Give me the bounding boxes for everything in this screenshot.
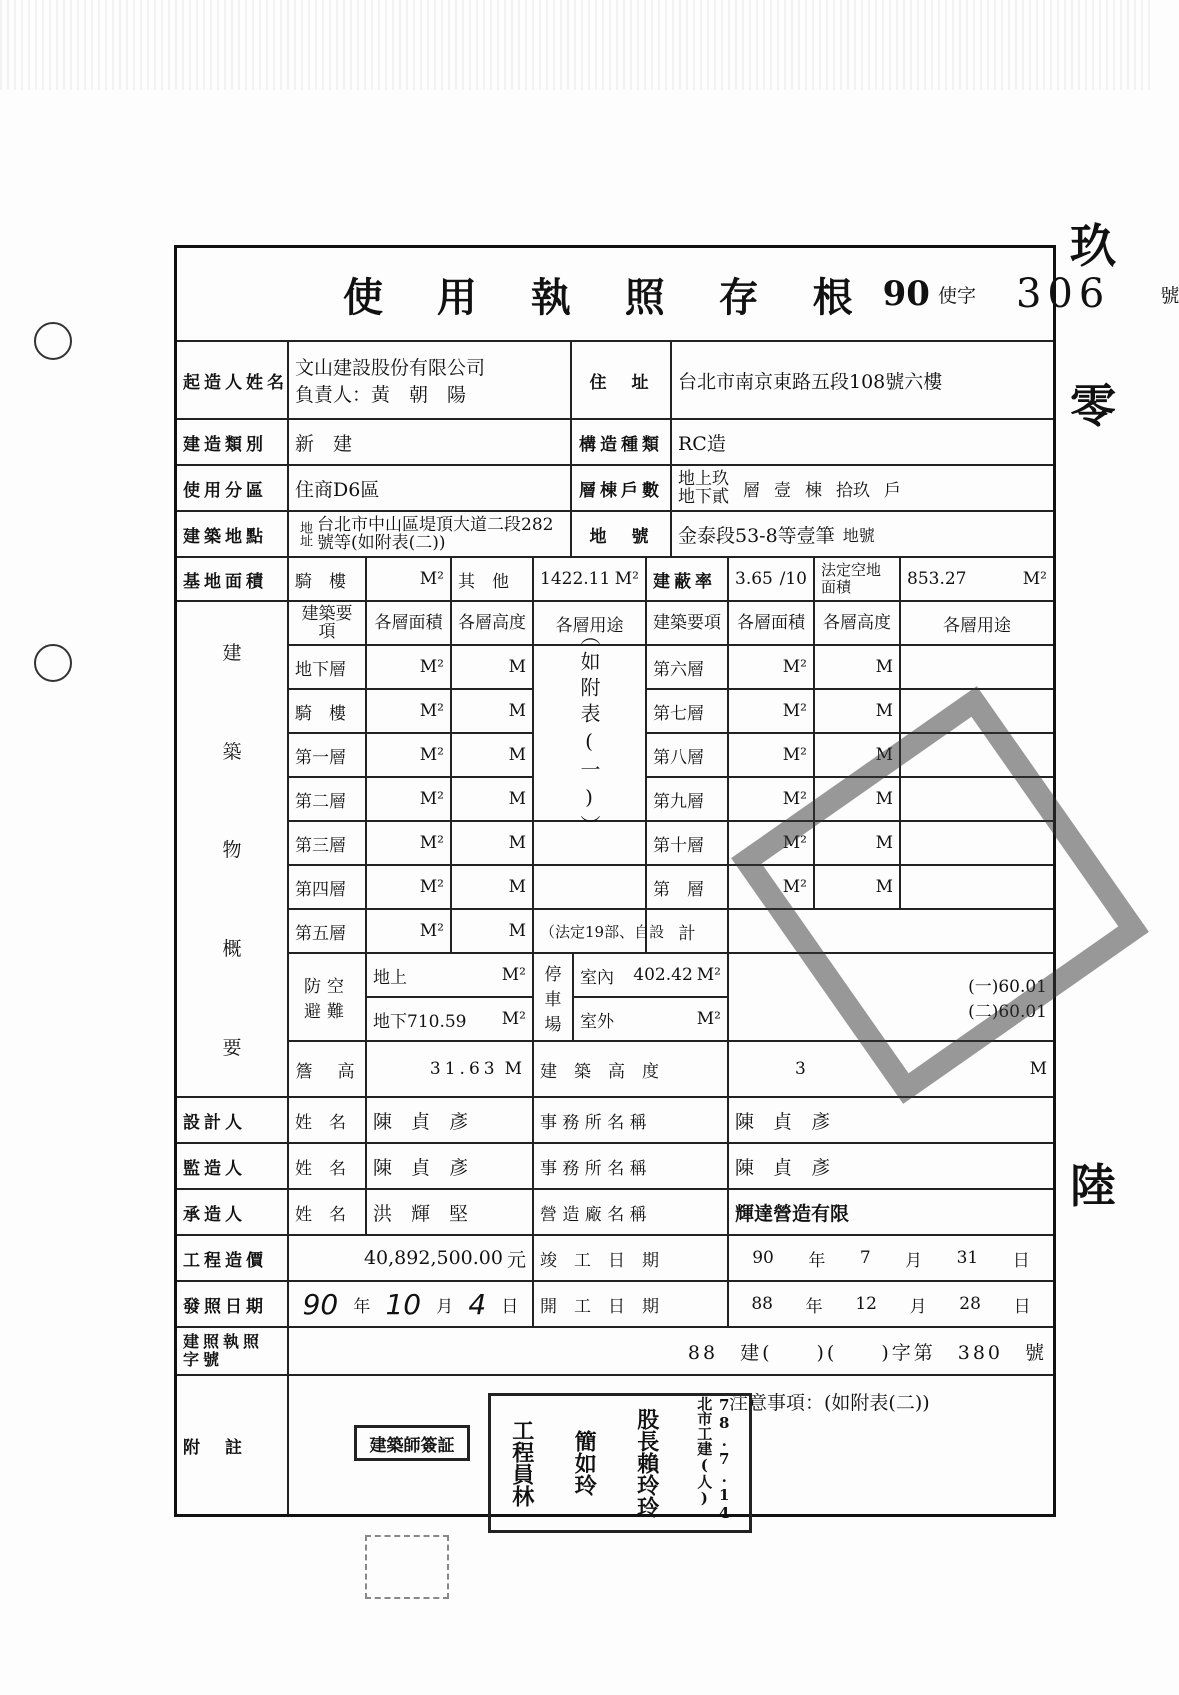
- h-area: 各層面積: [367, 602, 452, 646]
- build-type: 新 建: [289, 420, 572, 466]
- left-floor-label: 第四層: [289, 866, 367, 910]
- issue-year: 90: [302, 1287, 339, 1321]
- designer-label: 設計人: [177, 1098, 289, 1144]
- stamp-date: 78.7.14 北市工建(人): [695, 1396, 734, 1522]
- shelter-label: 防空避難: [289, 954, 367, 1042]
- site-sub: 地址: [297, 521, 312, 547]
- dong: 棟: [805, 480, 822, 501]
- dong-count: 壹: [774, 480, 791, 501]
- unit: M²: [696, 965, 721, 985]
- right-floor-height-unit: M: [815, 646, 901, 690]
- open-label: 法定空地面積: [815, 558, 901, 602]
- supervisor-label: 監造人: [177, 1144, 289, 1190]
- left-floor-use: [534, 866, 647, 910]
- right-floor-label: 第七層: [647, 690, 729, 734]
- permit-label: 建照執照字號: [177, 1328, 289, 1376]
- left-floor-label: 地下層: [289, 646, 367, 690]
- supervisor-name: 陳 貞 彥: [367, 1144, 534, 1190]
- h-height: 各層高度: [452, 602, 534, 646]
- open-area: 853.27: [907, 569, 967, 589]
- yue: 月: [909, 1296, 927, 1317]
- shelter-below: 地下710.59: [373, 1011, 467, 1032]
- left-floor-label: 騎 樓: [289, 690, 367, 734]
- cost-label: 工程造價: [177, 1236, 289, 1282]
- other-area: 1422.11: [540, 569, 611, 589]
- cost-cell: [289, 1236, 534, 1282]
- area-label: 基地面積: [177, 558, 289, 602]
- right-floor-label: 第十層: [647, 822, 729, 866]
- cover-ratio: 3.65: [735, 569, 773, 589]
- side-label: 物: [222, 839, 242, 862]
- eave-cell: [367, 1042, 534, 1098]
- stamp-engineer: 工程員林: [508, 1419, 535, 1507]
- left-floor-height-unit: M: [452, 778, 534, 822]
- left-floor-area-unit: M²: [367, 822, 452, 866]
- zi: 使字: [937, 284, 976, 307]
- right-floor-area-unit: M²: [729, 778, 815, 822]
- other-label: 其 他: [452, 558, 534, 602]
- left-floor-height-unit: M: [452, 734, 534, 778]
- arcade-unit: M²: [367, 558, 452, 602]
- left-floor-area-unit: M²: [367, 778, 452, 822]
- architect-stamp: 建築師簽証: [354, 1425, 470, 1461]
- site-address: 台北市中山區堤頂大道二段282號等(如附表(二)): [317, 515, 554, 553]
- left-floor-area-unit: M²: [367, 646, 452, 690]
- indoor-cell: [574, 954, 729, 998]
- doc-number: 306: [1015, 271, 1111, 317]
- address: 台北市南京東路五段108號六樓: [672, 342, 1053, 420]
- representative: 負責人：黃 朝 陽: [295, 384, 467, 406]
- right-floor-area-unit: M²: [729, 822, 815, 866]
- right-floor-area-unit: M²: [729, 866, 815, 910]
- nian: 年: [808, 1250, 826, 1271]
- right-floor-label: 第六層: [647, 646, 729, 690]
- h-use: 各層用途: [534, 602, 647, 646]
- ri: 日: [1012, 1250, 1030, 1271]
- title-row: [177, 248, 1179, 342]
- factory-label: 營 造 廠 名 稱: [534, 1190, 729, 1236]
- h-height-2: 各層高度: [815, 602, 901, 646]
- done-month: 7: [859, 1248, 871, 1268]
- designer-name: 陳 貞 彥: [367, 1098, 534, 1144]
- ceng: 層: [743, 480, 760, 501]
- done-year: 90: [752, 1248, 774, 1268]
- shelter-below-cell: [367, 998, 534, 1042]
- contractor-name: 洪 輝 堅: [367, 1190, 534, 1236]
- open-area-cell: [901, 558, 1053, 602]
- left-floor-label: 第一層: [289, 734, 367, 778]
- unit: M: [504, 1059, 526, 1079]
- cost-value: 40,892,500.00: [363, 1247, 503, 1269]
- left-floor-label: 第三層: [289, 822, 367, 866]
- done-day: 31: [956, 1248, 979, 1268]
- done-label: 竣 工 日 期: [534, 1236, 729, 1282]
- right-floor-area-unit: M²: [729, 646, 815, 690]
- lot-cell: [672, 512, 1053, 558]
- zone-label: 使用分區: [177, 466, 289, 512]
- right-floor-area-unit: M²: [729, 690, 815, 734]
- h-area-2: 各層面積: [729, 602, 815, 646]
- lot-number: 金泰段53-8等壹筆: [678, 524, 835, 547]
- lot-label: 地 號: [572, 512, 672, 558]
- struct-type: RC造: [672, 420, 1053, 466]
- shelter-above: 地上: [373, 967, 407, 988]
- left-floor-height-unit: M: [452, 822, 534, 866]
- cover-unit: /10: [779, 569, 807, 589]
- punch-hole: [34, 644, 72, 682]
- parking-label: 停車場: [534, 954, 574, 1042]
- address-label: 住 址: [572, 342, 672, 420]
- eave-value: 31.63: [429, 1059, 499, 1079]
- start-month: 12: [855, 1294, 877, 1314]
- yue: 月: [436, 1296, 454, 1317]
- above-floors: 地上玖: [678, 469, 729, 489]
- seal-stamp-small: [365, 1535, 449, 1599]
- left-floor-height-unit: M: [452, 690, 534, 734]
- shelter-above-cell: [367, 954, 534, 998]
- company-name: 文山建設股份有限公司: [295, 357, 486, 379]
- site-label: 建築地點: [177, 512, 289, 558]
- outdoor-cell: [574, 998, 729, 1042]
- bheight-value: 3: [795, 1059, 806, 1079]
- name-label: 姓 名: [289, 1144, 367, 1190]
- right-floor-label: 第八層: [647, 734, 729, 778]
- issue-label: 發照日期: [177, 1282, 289, 1328]
- issue-day: 4: [468, 1287, 487, 1321]
- side-char: 零: [1070, 379, 1116, 433]
- side-char: 玖: [1070, 219, 1116, 273]
- left-floor-area-unit: M²: [367, 690, 452, 734]
- type-label: 建造類別: [177, 420, 289, 466]
- below-floors: 地下貳: [678, 487, 729, 507]
- ri: 日: [1013, 1296, 1031, 1317]
- ji: 計: [647, 910, 729, 954]
- side-label: 要: [222, 1037, 242, 1060]
- bheight-label: 建 築 高 度: [534, 1042, 729, 1098]
- applicant-label: 起造人姓名: [177, 342, 289, 420]
- legal-note: （法定19部、自設: [534, 910, 647, 954]
- floors-label: 層棟戶數: [572, 466, 672, 512]
- supervisor-office: 陳 貞 彥: [729, 1144, 1053, 1190]
- stamp-name: 簡如玲: [571, 1430, 598, 1496]
- open-unit: M²: [1022, 569, 1047, 589]
- scan-noise: [0, 0, 1152, 90]
- unit: M: [1029, 1059, 1047, 1079]
- other-area-cell: [534, 558, 647, 602]
- left-floor-height-unit: M: [452, 910, 534, 954]
- right-floor-height-unit: M: [815, 690, 901, 734]
- left-floor-area-unit: M²: [367, 910, 452, 954]
- nian: 年: [805, 1296, 823, 1317]
- start-label: 開 工 日 期: [534, 1282, 729, 1328]
- right-floor-area-unit: M²: [729, 734, 815, 778]
- unit: M²: [501, 965, 526, 985]
- yuan: 元: [506, 1248, 526, 1271]
- h-item: 建築要項: [289, 602, 367, 646]
- indoor-label: 室內: [580, 967, 614, 988]
- left-floor-area-unit: M²: [367, 734, 452, 778]
- permit-number: 88 建( )( )字第 380 號: [289, 1328, 1053, 1376]
- cover-label: 建蔽率: [647, 558, 729, 602]
- left-floor-area-unit: M²: [367, 866, 452, 910]
- floors-count: [672, 466, 1053, 512]
- right-floor-height-unit: M: [815, 778, 901, 822]
- contractor-factory: 輝達營造有限: [729, 1190, 1053, 1236]
- summary-side: [177, 602, 289, 1098]
- approval-stamp: [488, 1393, 752, 1533]
- arcade-label: 騎 樓: [289, 558, 367, 602]
- hao: 號: [1160, 284, 1179, 307]
- designer-office: 陳 貞 彥: [729, 1098, 1053, 1144]
- side-char: 陸: [1070, 1159, 1116, 1213]
- right-floor-height-unit: M: [815, 822, 901, 866]
- eave-label: 簷 高: [289, 1042, 367, 1098]
- nian: 年: [353, 1296, 371, 1317]
- right-floor-height-unit: M: [815, 734, 901, 778]
- use-note: （如附表(一)）: [534, 646, 647, 822]
- h-use-2: 各層用途: [901, 602, 1053, 646]
- issue-month: 10: [385, 1287, 422, 1321]
- note-label: 附 註: [177, 1376, 289, 1514]
- name-label: 姓 名: [289, 1098, 367, 1144]
- punch-hole: [34, 322, 72, 360]
- cover-cell: [729, 558, 815, 602]
- year: 90: [882, 274, 930, 314]
- hu-count: 拾玖: [836, 480, 870, 501]
- zone: 住商D6區: [289, 466, 572, 512]
- yue: 月: [905, 1250, 923, 1271]
- right-floor-label: 第 層: [647, 866, 729, 910]
- hu: 戶: [884, 480, 901, 501]
- ri: 日: [501, 1296, 519, 1317]
- other-unit: M²: [614, 569, 639, 589]
- applicant-cell: [289, 342, 572, 420]
- left-floor-label: 第五層: [289, 910, 367, 954]
- right-floor-height-unit: M: [815, 866, 901, 910]
- left-floor-label: 第二層: [289, 778, 367, 822]
- office-label: 事 務 所 名 稱: [534, 1144, 729, 1190]
- stamp-row-2: (二)60.01: [968, 1002, 1047, 1022]
- attention-note: 注意事項：(如附表(二)): [729, 1392, 930, 1414]
- page-title: 使 用 執 照 存 根: [343, 273, 873, 321]
- side-label: 概: [222, 938, 242, 961]
- name-label: 姓 名: [289, 1190, 367, 1236]
- side-label: 築: [222, 740, 242, 763]
- stamp-chief: 股長賴玲玲: [633, 1408, 660, 1518]
- unit: M²: [501, 1009, 526, 1029]
- right-floor-use: [901, 646, 1053, 690]
- struct-label: 構造種類: [572, 420, 672, 466]
- unit: M²: [696, 1009, 721, 1029]
- stamp-row-1: (一)60.01: [968, 977, 1047, 997]
- done-date: [729, 1236, 1053, 1282]
- start-day: 28: [959, 1294, 981, 1314]
- start-year: 88: [751, 1294, 773, 1314]
- left-floor-height-unit: M: [452, 866, 534, 910]
- start-date: [729, 1282, 1053, 1328]
- lot-suffix: 地號: [842, 525, 875, 545]
- right-floor-label: 第九層: [647, 778, 729, 822]
- indoor-value: 402.42: [633, 965, 693, 985]
- left-floor-height-unit: M: [452, 646, 534, 690]
- contractor-label: 承造人: [177, 1190, 289, 1236]
- outdoor-label: 室外: [580, 1011, 614, 1032]
- office-label: 事 務 所 名 稱: [534, 1098, 729, 1144]
- issue-date: [289, 1282, 534, 1328]
- h-item-2: 建築要項: [647, 602, 729, 646]
- side-label: 建: [222, 641, 242, 664]
- site-cell: [289, 512, 572, 558]
